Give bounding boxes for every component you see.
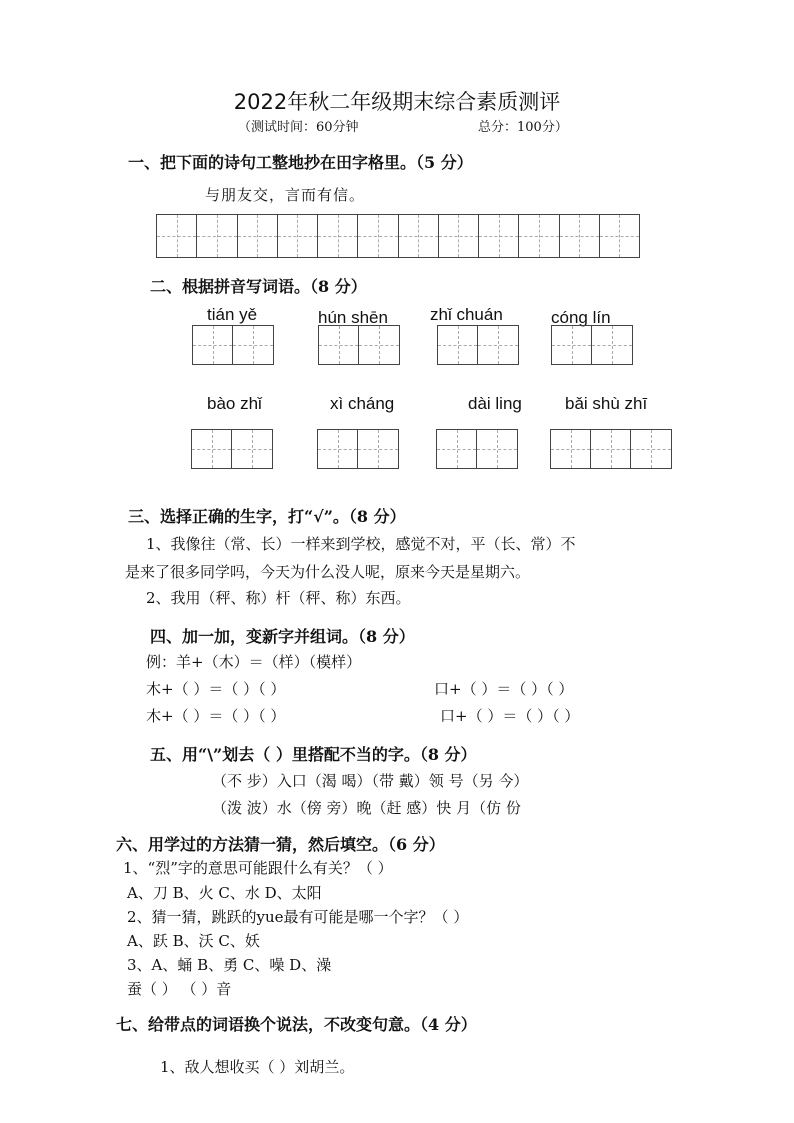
s6-q1-options: A、刀 B、火 C、水 D、太阳 bbox=[127, 884, 322, 902]
s6-q1: 1、“烈”字的意思可能跟什么有关？（ ） bbox=[123, 859, 393, 877]
s4-row2-left: 木+（ ）＝（ ）（ ） bbox=[146, 707, 286, 725]
pinyin-8: bǎi shù zhī bbox=[565, 394, 648, 413]
page-title: 2022年秋二年级期末综合素质测评 bbox=[233, 90, 561, 114]
section-2-heading: 二、根据拼音写词语。（8 分） bbox=[150, 277, 367, 296]
pinyin-3: zhǐ chuán bbox=[430, 305, 503, 324]
pinyin-2: hún shēn bbox=[318, 308, 388, 327]
answer-grid-3[interactable] bbox=[437, 325, 519, 365]
s6-q2: 2、猜一猜，跳跃的yue最有可能是哪一个字？（ ） bbox=[127, 908, 469, 926]
s4-row1-left: 木+（ ）＝（ ）（ ） bbox=[146, 680, 286, 698]
section-7-heading: 七、给带点的词语换个说法，不改变句意。（4 分） bbox=[116, 1015, 477, 1034]
pinyin-5: bào zhǐ bbox=[207, 394, 262, 413]
s4-example: 例：羊+（木）＝（样）（模样） bbox=[146, 653, 362, 671]
s4-row2-right: 口+（ ）＝（ ）（ ） bbox=[440, 707, 580, 725]
answer-grid-6[interactable] bbox=[317, 429, 399, 469]
section-1-heading: 一、把下面的诗句工整地抄在田字格里。（5 分） bbox=[128, 153, 473, 172]
answer-grid-2[interactable] bbox=[318, 325, 400, 365]
s6-q2-options: A、跃 B、沃 C、妖 bbox=[127, 932, 260, 950]
s3-line-1: 1、我像往（常、长）一样来到学校，感觉不对，平（长、常）不 bbox=[146, 535, 576, 553]
s6-q3-blanks: 蚕（ ） （ ）音 bbox=[127, 980, 232, 998]
s3-line-2: 是来了很多同学吗，今天为什么没人呢，原来今天是星期六。 bbox=[125, 563, 531, 581]
s5-line-2: （泼 波）水（傍 旁）晚（赶 感）快 月（仿 份 bbox=[212, 799, 521, 817]
answer-grid-7[interactable] bbox=[436, 429, 518, 469]
s6-q3: 3、A、蛹 B、勇 C、噪 D、澡 bbox=[127, 956, 332, 974]
section-5-heading: 五、用“\”划去（ ）里搭配不当的字。（8 分） bbox=[150, 745, 477, 764]
s4-row1-right: 口+（ ）＝（ ）（ ） bbox=[434, 680, 574, 698]
pinyin-4: cóng lín bbox=[551, 308, 611, 327]
s7-q1: 1、敌人想收买（ ）刘胡兰。 bbox=[160, 1058, 355, 1076]
section-6-heading: 六、用学过的方法猜一猜，然后填空。（6 分） bbox=[116, 835, 445, 854]
answer-grid-4[interactable] bbox=[551, 325, 633, 365]
section-4-heading: 四、加一加，变新字并组词。（8 分） bbox=[150, 627, 415, 646]
section-3-heading: 三、选择正确的生字，打“√”。（8 分） bbox=[128, 507, 406, 526]
poem-line: 与朋友交，言而有信。 bbox=[205, 186, 366, 204]
s5-line-1: （不 步）入口（渴 喝）（带 戴）领 号（另 今） bbox=[212, 772, 529, 790]
pinyin-7: dài ling bbox=[468, 394, 522, 413]
pinyin-1: tián yě bbox=[207, 305, 258, 324]
answer-grid-5[interactable] bbox=[191, 429, 273, 469]
pinyin-6: xì cháng bbox=[330, 394, 395, 413]
answer-grid-1[interactable] bbox=[192, 325, 274, 365]
copy-grid[interactable] bbox=[156, 214, 640, 258]
total-score: 总分：100分） bbox=[478, 120, 568, 135]
s3-line-3: 2、我用（秤、称）杆（秤、称）东西。 bbox=[146, 589, 411, 607]
answer-grid-8[interactable] bbox=[550, 429, 672, 469]
test-time: （测试时间：60分钟 bbox=[238, 120, 359, 135]
